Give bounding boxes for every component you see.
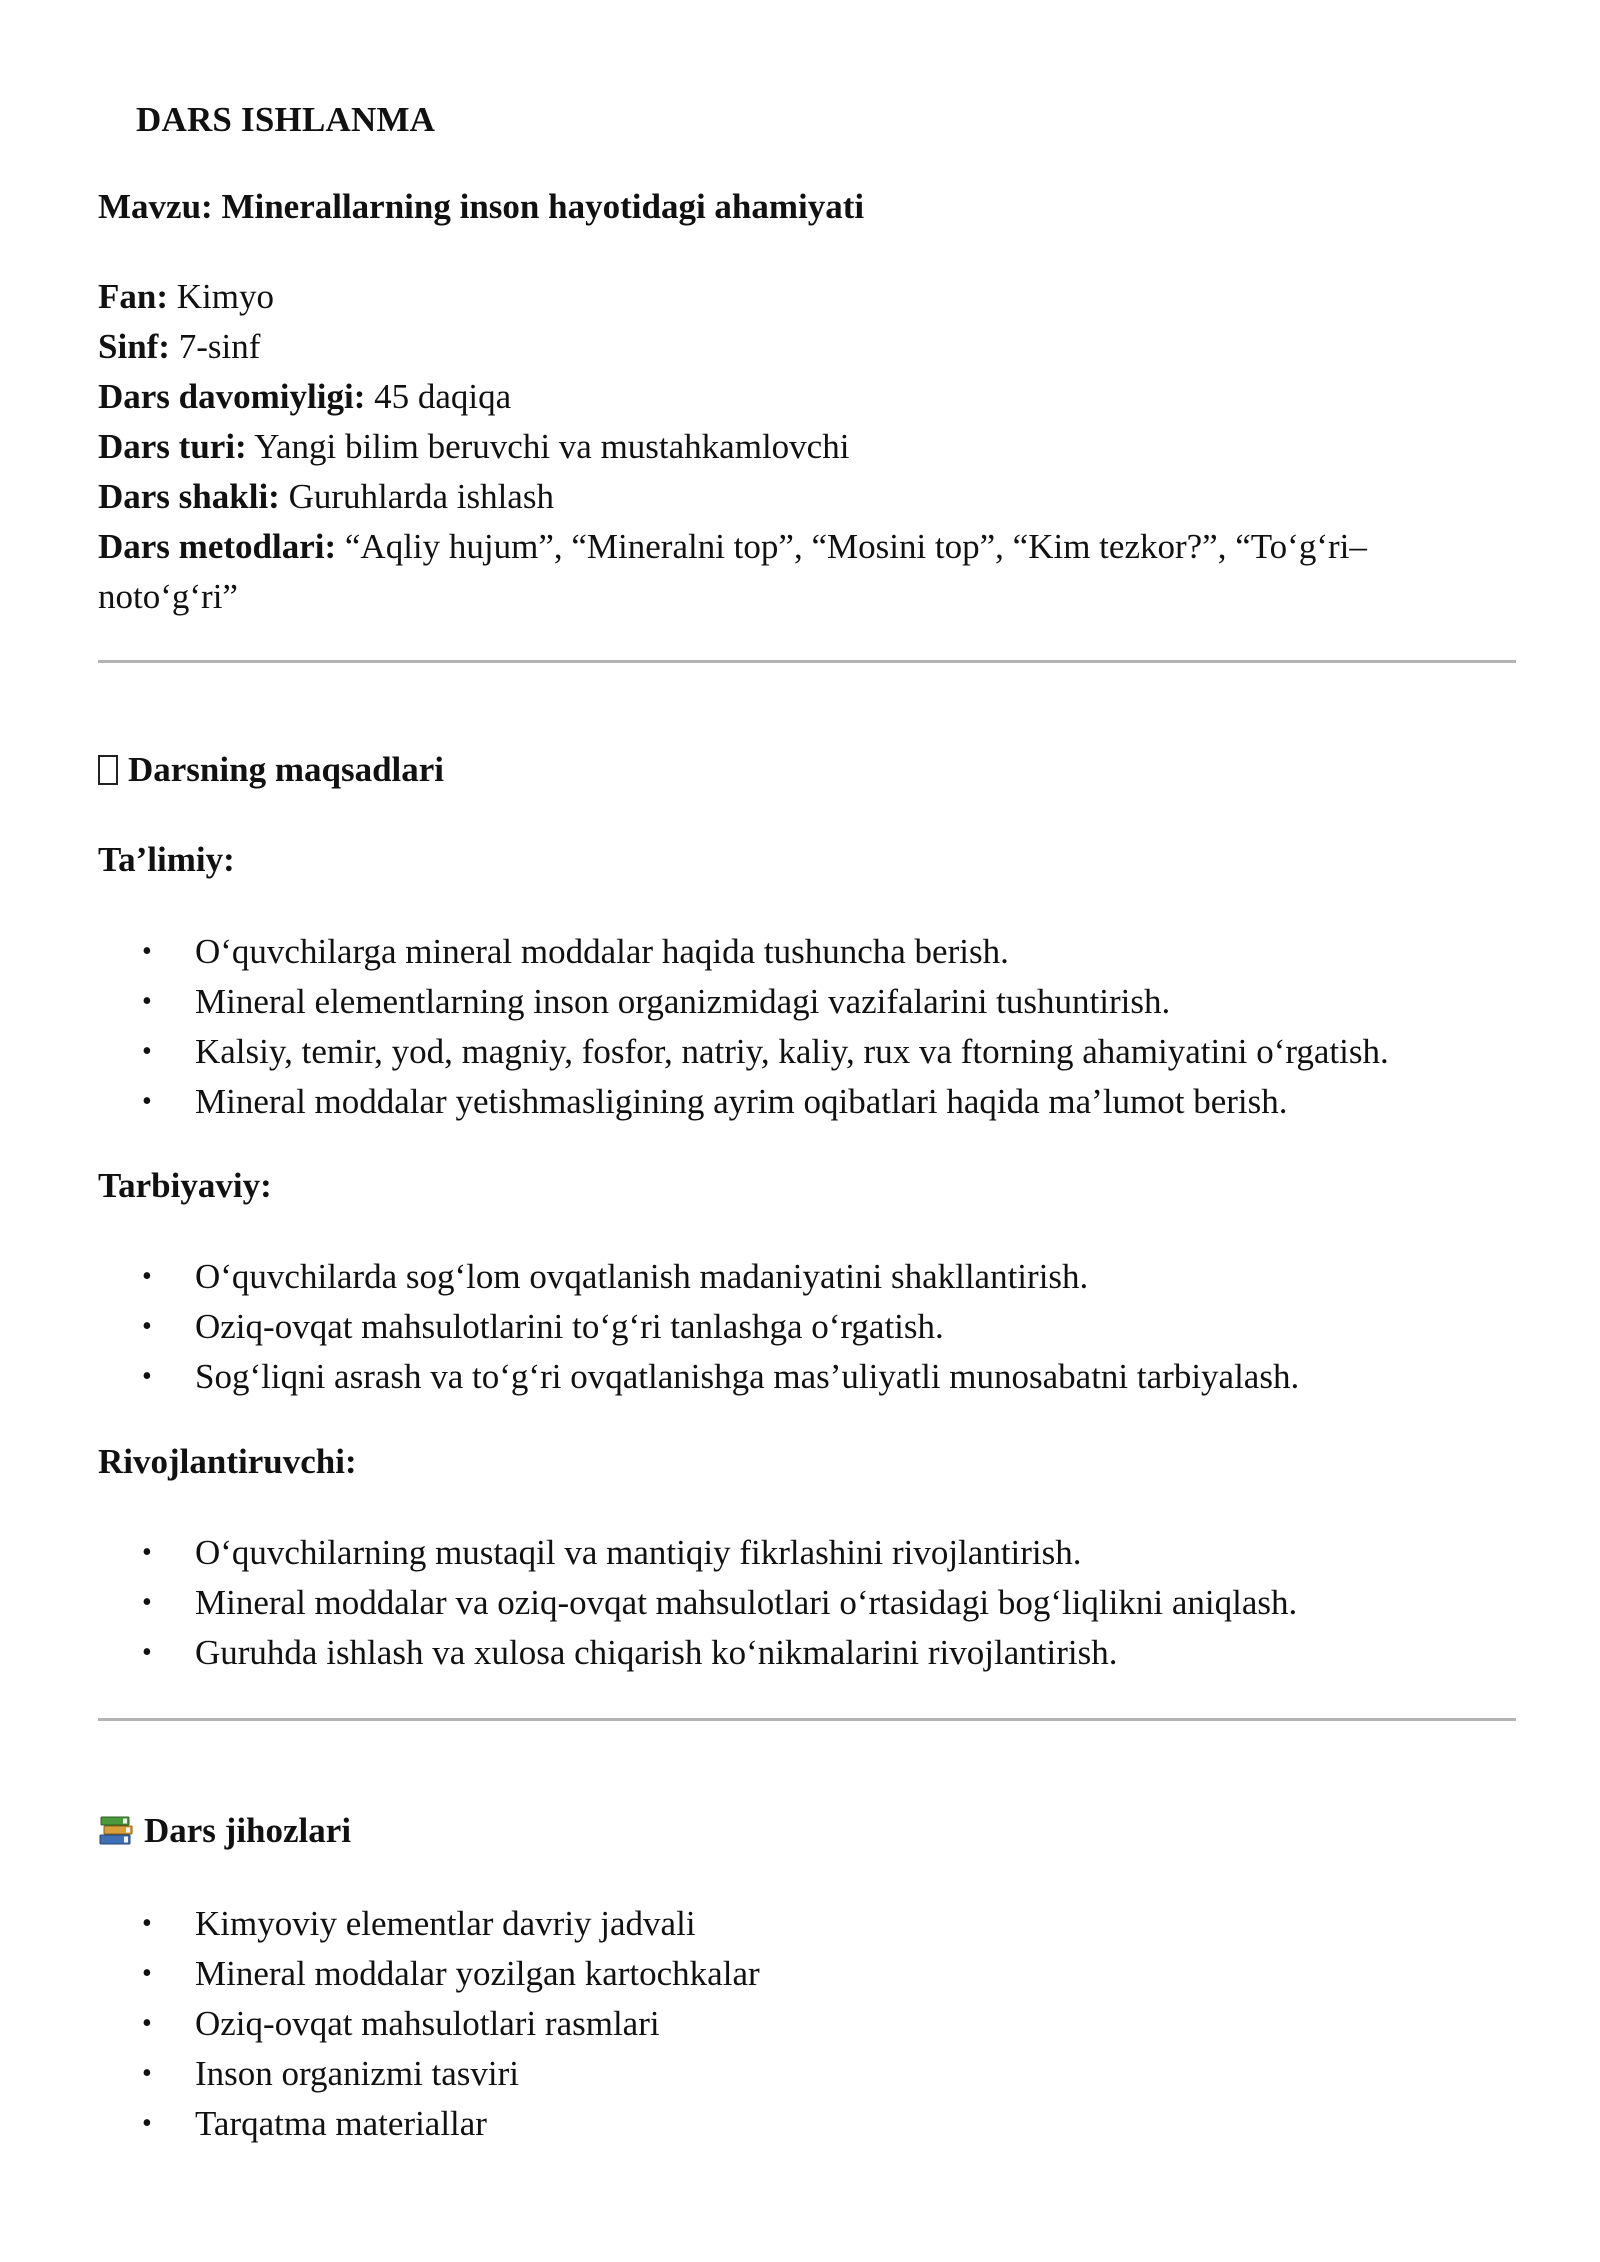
box-icon: [98, 755, 118, 785]
equipment-list: [98, 1899, 760, 2149]
list-item: [98, 977, 1389, 1027]
list-item-text: Mineral moddalar yozilgan kartochkalar: [195, 1954, 760, 1993]
list-item: [98, 1252, 1299, 1302]
meta-duration: [98, 372, 1518, 422]
lesson-topic: Mavzu: Minerallarning inson hayotidagi ahamiyati: [98, 187, 865, 226]
list-item: [98, 1949, 760, 1999]
developmental-goals-title: Rivojlantiruvchi:: [98, 1442, 357, 1481]
meta-value: noto‘g‘ri”: [98, 577, 238, 616]
list-item: [98, 1528, 1297, 1578]
list-item-text: Inson organizmi tasviri: [195, 2054, 520, 2093]
list-item-text: O‘quvchilarda sog‘lom ovqatlanish madaniyatini shakllantirish.: [195, 1257, 1089, 1296]
list-item-text: O‘quvchilarga mineral moddalar haqida tushuncha berish.: [195, 932, 1009, 971]
list-item-text: Mineral elementlarning inson organizmidagi vazifalarini tushuntirish.: [195, 982, 1171, 1021]
bullet-icon: •: [142, 1261, 152, 1292]
equipment-title: Dars jihozlari: [144, 1811, 352, 1850]
meta-methods: [98, 522, 1518, 572]
list-item-text: O‘quvchilarning mustaqil va mantiqiy fikrlashini rivojlantirish.: [195, 1533, 1082, 1572]
bullet-icon: •: [142, 1086, 152, 1117]
educational-goals-list: [98, 927, 1389, 1127]
meta-lesson-form: [98, 472, 1518, 522]
list-item: [98, 1077, 1389, 1127]
bullet-icon: •: [142, 1036, 152, 1067]
list-item-text: Oziq-ovqat mahsulotlari rasmlari: [195, 2004, 660, 2043]
list-item: [98, 1027, 1389, 1077]
upbringing-goals-list: [98, 1252, 1299, 1402]
upbringing-goals-title: Tarbiyaviy:: [98, 1166, 272, 1205]
goals-heading: [98, 748, 444, 792]
developmental-goals-list: [98, 1528, 1297, 1678]
meta-lesson-type: [98, 422, 1518, 472]
list-item-text: Kalsiy, temir, yod, magniy, fosfor, natriy, kaliy, rux va ftorning ahamiyatini o‘rgatish.: [195, 1032, 1389, 1071]
meta-subject: [98, 272, 1518, 322]
list-item: [98, 2049, 760, 2099]
bullet-icon: •: [142, 1311, 152, 1342]
list-item-text: Mineral moddalar va oziq-ovqat mahsulotlari o‘rtasidagi bog‘liqlikni aniqlash.: [195, 1583, 1298, 1622]
list-item: [98, 927, 1389, 977]
meta-label: Dars turi:: [98, 427, 247, 466]
meta-label: Dars shakli:: [98, 477, 280, 516]
list-item-text: Oziq-ovqat mahsulotlarini to‘g‘ri tanlashga o‘rgatish.: [195, 1307, 944, 1346]
list-item-text: Tarqatma materiallar: [195, 2104, 487, 2143]
bullet-icon: •: [142, 1361, 152, 1392]
bullet-icon: •: [142, 936, 152, 967]
list-item-text: Kimyoviy elementlar davriy jadvali: [195, 1904, 696, 1943]
books-icon: [98, 1814, 134, 1846]
bullet-icon: •: [142, 1637, 152, 1668]
bullet-icon: •: [142, 1537, 152, 1568]
meta-label: Dars metodlari:: [98, 527, 337, 566]
document-title: DARS ISHLANMA: [136, 100, 436, 139]
meta-grade: [98, 322, 1518, 372]
meta-value: “Aqliy hujum”, “Mineralni top”, “Mosini top”, “Kim tezkor?”, “To‘g‘ri–: [344, 527, 1367, 566]
bullet-icon: •: [142, 1908, 152, 1939]
list-item: [98, 1302, 1299, 1352]
list-item: [98, 2099, 760, 2149]
list-item: [98, 1578, 1297, 1628]
meta-value: Yangi bilim beruvchi va mustahkamlovchi: [254, 427, 850, 466]
section-divider: [98, 1718, 1516, 1721]
meta-value: Guruhlarda ishlash: [288, 477, 554, 516]
bullet-icon: •: [142, 2008, 152, 2039]
bullet-icon: •: [142, 2058, 152, 2089]
section-divider: [98, 660, 1516, 663]
educational-goals-title: Ta’limiy:: [98, 840, 235, 879]
meta-value: Kimyo: [176, 277, 274, 316]
list-item: [98, 1899, 760, 1949]
list-item: [98, 1352, 1299, 1402]
meta-methods-continued: [98, 572, 1518, 622]
list-item: [98, 1628, 1297, 1678]
bullet-icon: •: [142, 986, 152, 1017]
bullet-icon: •: [142, 1587, 152, 1618]
meta-value: 45 daqiqa: [374, 377, 512, 416]
list-item: [98, 1999, 760, 2049]
meta-label: Fan:: [98, 277, 168, 316]
meta-label: Dars davomiyligi:: [98, 377, 366, 416]
list-item-text: Guruhda ishlash va xulosa chiqarish ko‘nikmalarini rivojlantirish.: [195, 1633, 1118, 1672]
meta-value: 7-sinf: [178, 327, 261, 366]
equipment-heading: [98, 1809, 351, 1853]
bullet-icon: •: [142, 1958, 152, 1989]
bullet-icon: •: [142, 2108, 152, 2139]
list-item-text: Mineral moddalar yetishmasligining ayrim oqibatlari haqida ma’lumot berish.: [195, 1082, 1288, 1121]
lesson-meta: [98, 272, 1518, 622]
meta-label: Sinf:: [98, 327, 170, 366]
list-item-text: Sog‘liqni asrash va to‘g‘ri ovqatlanishga mas’uliyatli munosabatni tarbiyalash.: [195, 1357, 1300, 1396]
goals-title: Darsning maqsadlari: [128, 750, 445, 789]
